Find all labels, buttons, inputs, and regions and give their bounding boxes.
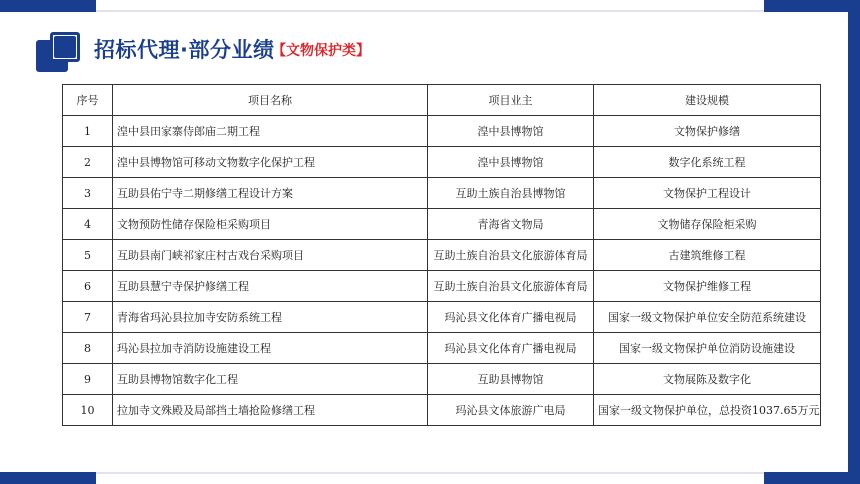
bottom-right-accent-bar	[764, 472, 860, 484]
cell-project-owner: 互助土族自治县博物馆	[428, 178, 594, 209]
table-row	[63, 364, 821, 395]
cell-project-name: 拉加寺文殊殿及局部挡土墙抢险修缮工程	[113, 395, 428, 426]
table-row	[63, 333, 821, 364]
cell-construction-scale: 古建筑维修工程	[594, 240, 821, 271]
table-row	[63, 302, 821, 333]
bottom-left-accent-bar	[0, 472, 96, 484]
cell-project-name: 互助县佑宁寺二期修缮工程设计方案	[113, 178, 428, 209]
cell-project-owner: 玛沁县文化体育广播电视局	[428, 302, 594, 333]
cell-project-owner: 玛沁县文体旅游广电局	[428, 395, 594, 426]
cell-index: 9	[63, 364, 113, 395]
cell-construction-scale: 文物储存保险柜采购	[594, 209, 821, 240]
cell-project-owner: 互助土族自治县文化旅游体育局	[428, 240, 594, 271]
cell-index: 8	[63, 333, 113, 364]
cell-project-name: 互助县慧宁寺保护修缮工程	[113, 271, 428, 302]
page-title: 招标代理·部分业绩	[94, 38, 275, 62]
performance-table	[62, 84, 821, 426]
cell-index: 1	[63, 116, 113, 147]
cell-construction-scale: 数字化系统工程	[594, 147, 821, 178]
header-project-owner: 项目业主	[428, 85, 594, 116]
cell-project-owner: 互助县博物馆	[428, 364, 594, 395]
cell-index: 6	[63, 271, 113, 302]
table-row	[63, 240, 821, 271]
cell-project-owner: 青海省文物局	[428, 209, 594, 240]
cell-index: 3	[63, 178, 113, 209]
cell-project-name: 互助县博物馆数字化工程	[113, 364, 428, 395]
top-right-accent-bar	[764, 0, 860, 12]
cell-project-owner: 湟中县博物馆	[428, 147, 594, 178]
table-row	[63, 271, 821, 302]
cell-index: 5	[63, 240, 113, 271]
cell-project-name: 文物预防性储存保险柜采购项目	[113, 209, 428, 240]
cell-index: 7	[63, 302, 113, 333]
page-subtitle: 【文物保护类】	[272, 43, 370, 59]
table-row	[63, 209, 821, 240]
cell-project-name: 湟中县田家寨侍郎庙二期工程	[113, 116, 428, 147]
cell-project-name: 互助县南门峡祁家庄村古戏台采购项目	[113, 240, 428, 271]
right-side-bar	[848, 12, 860, 472]
table-header-row	[63, 85, 821, 116]
top-divider-line	[96, 10, 764, 12]
header-index: 序号	[63, 85, 113, 116]
cell-construction-scale: 文物保护工程设计	[594, 178, 821, 209]
cell-project-name: 玛沁县拉加寺消防设施建设工程	[113, 333, 428, 364]
overlapping-squares-icon	[36, 32, 82, 78]
cell-project-name: 青海省玛沁县拉加寺安防系统工程	[113, 302, 428, 333]
cell-construction-scale: 国家一级文物保护单位消防设施建设	[594, 333, 821, 364]
cell-construction-scale: 文物保护修缮	[594, 116, 821, 147]
cell-construction-scale: 文物保护维修工程	[594, 271, 821, 302]
cell-index: 2	[63, 147, 113, 178]
bottom-divider-line	[96, 472, 764, 474]
table-row	[63, 116, 821, 147]
top-left-accent-bar	[0, 0, 96, 12]
table-row	[63, 147, 821, 178]
cell-project-owner: 互助土族自治县文化旅游体育局	[428, 271, 594, 302]
cell-index: 10	[63, 395, 113, 426]
cell-construction-scale: 文物展陈及数字化	[594, 364, 821, 395]
cell-project-name: 湟中县博物馆可移动文物数字化保护工程	[113, 147, 428, 178]
header-project-name: 项目名称	[113, 85, 428, 116]
cell-construction-scale: 国家一级文物保护单位，总投资1037.65万元	[594, 395, 821, 426]
cell-project-owner: 湟中县博物馆	[428, 116, 594, 147]
cell-construction-scale: 国家一级文物保护单位安全防范系统建设	[594, 302, 821, 333]
cell-project-owner: 玛沁县文化体育广播电视局	[428, 333, 594, 364]
header-construction-scale: 建设规模	[594, 85, 821, 116]
table-row	[63, 178, 821, 209]
table-row	[63, 395, 821, 426]
cell-index: 4	[63, 209, 113, 240]
